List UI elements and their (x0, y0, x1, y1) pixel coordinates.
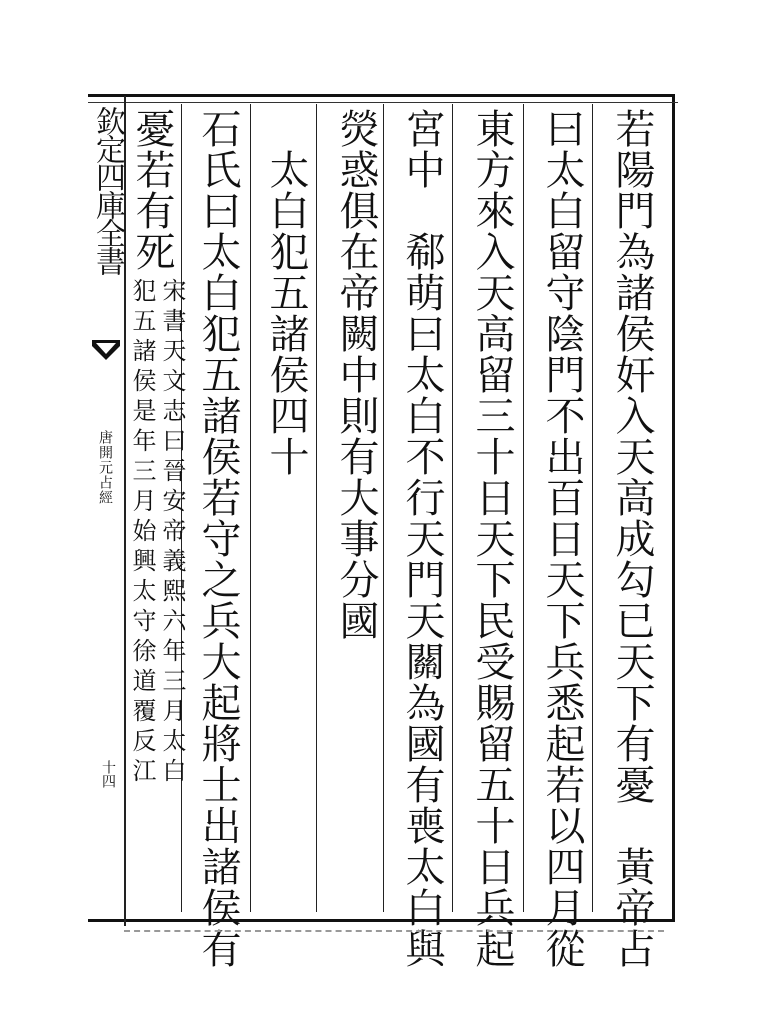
page-number: 十四 (100, 760, 116, 788)
annotation-column: 宋書天文志曰晉安帝義熙六年三月太白 (158, 278, 186, 788)
column-rule (452, 104, 453, 912)
column-rule (383, 104, 384, 912)
column-rule (316, 104, 317, 912)
bottom-dashed-line (124, 930, 664, 932)
column-rule (592, 104, 593, 912)
text-column: 東方來入天高留三十日天下民受賜留五十日兵起 (469, 108, 515, 969)
collection-title: 欽定四庫全書 (90, 106, 125, 274)
text-column: 熒惑俱在帝闕中則有大事分國 (333, 108, 379, 641)
text-column: 憂若有死 (129, 108, 175, 272)
book-title: 唐開元占經 (97, 430, 113, 505)
text-column: 若陽門為諸侯奸入天高成勾已天下有憂 黃帝占 (609, 108, 655, 969)
column-rule (523, 104, 524, 912)
annotation-column: 犯五諸侯是年三月始興太守徐道覆反江 (128, 278, 156, 788)
column-rule (250, 104, 251, 912)
text-column: 石氏曰太白犯五諸侯若守之兵大起將士出諸侯有 (195, 108, 241, 969)
section-heading: 太白犯五諸侯四十 (263, 108, 309, 477)
top-rule (88, 102, 678, 103)
text-column: 宮中 郗萌曰太白不行天門天關為國有喪太白與 (399, 108, 445, 969)
fish-tail-mark (90, 338, 122, 364)
text-column: 曰太白留守陰門不出百日天下兵悉起若以四月從 (539, 108, 585, 969)
